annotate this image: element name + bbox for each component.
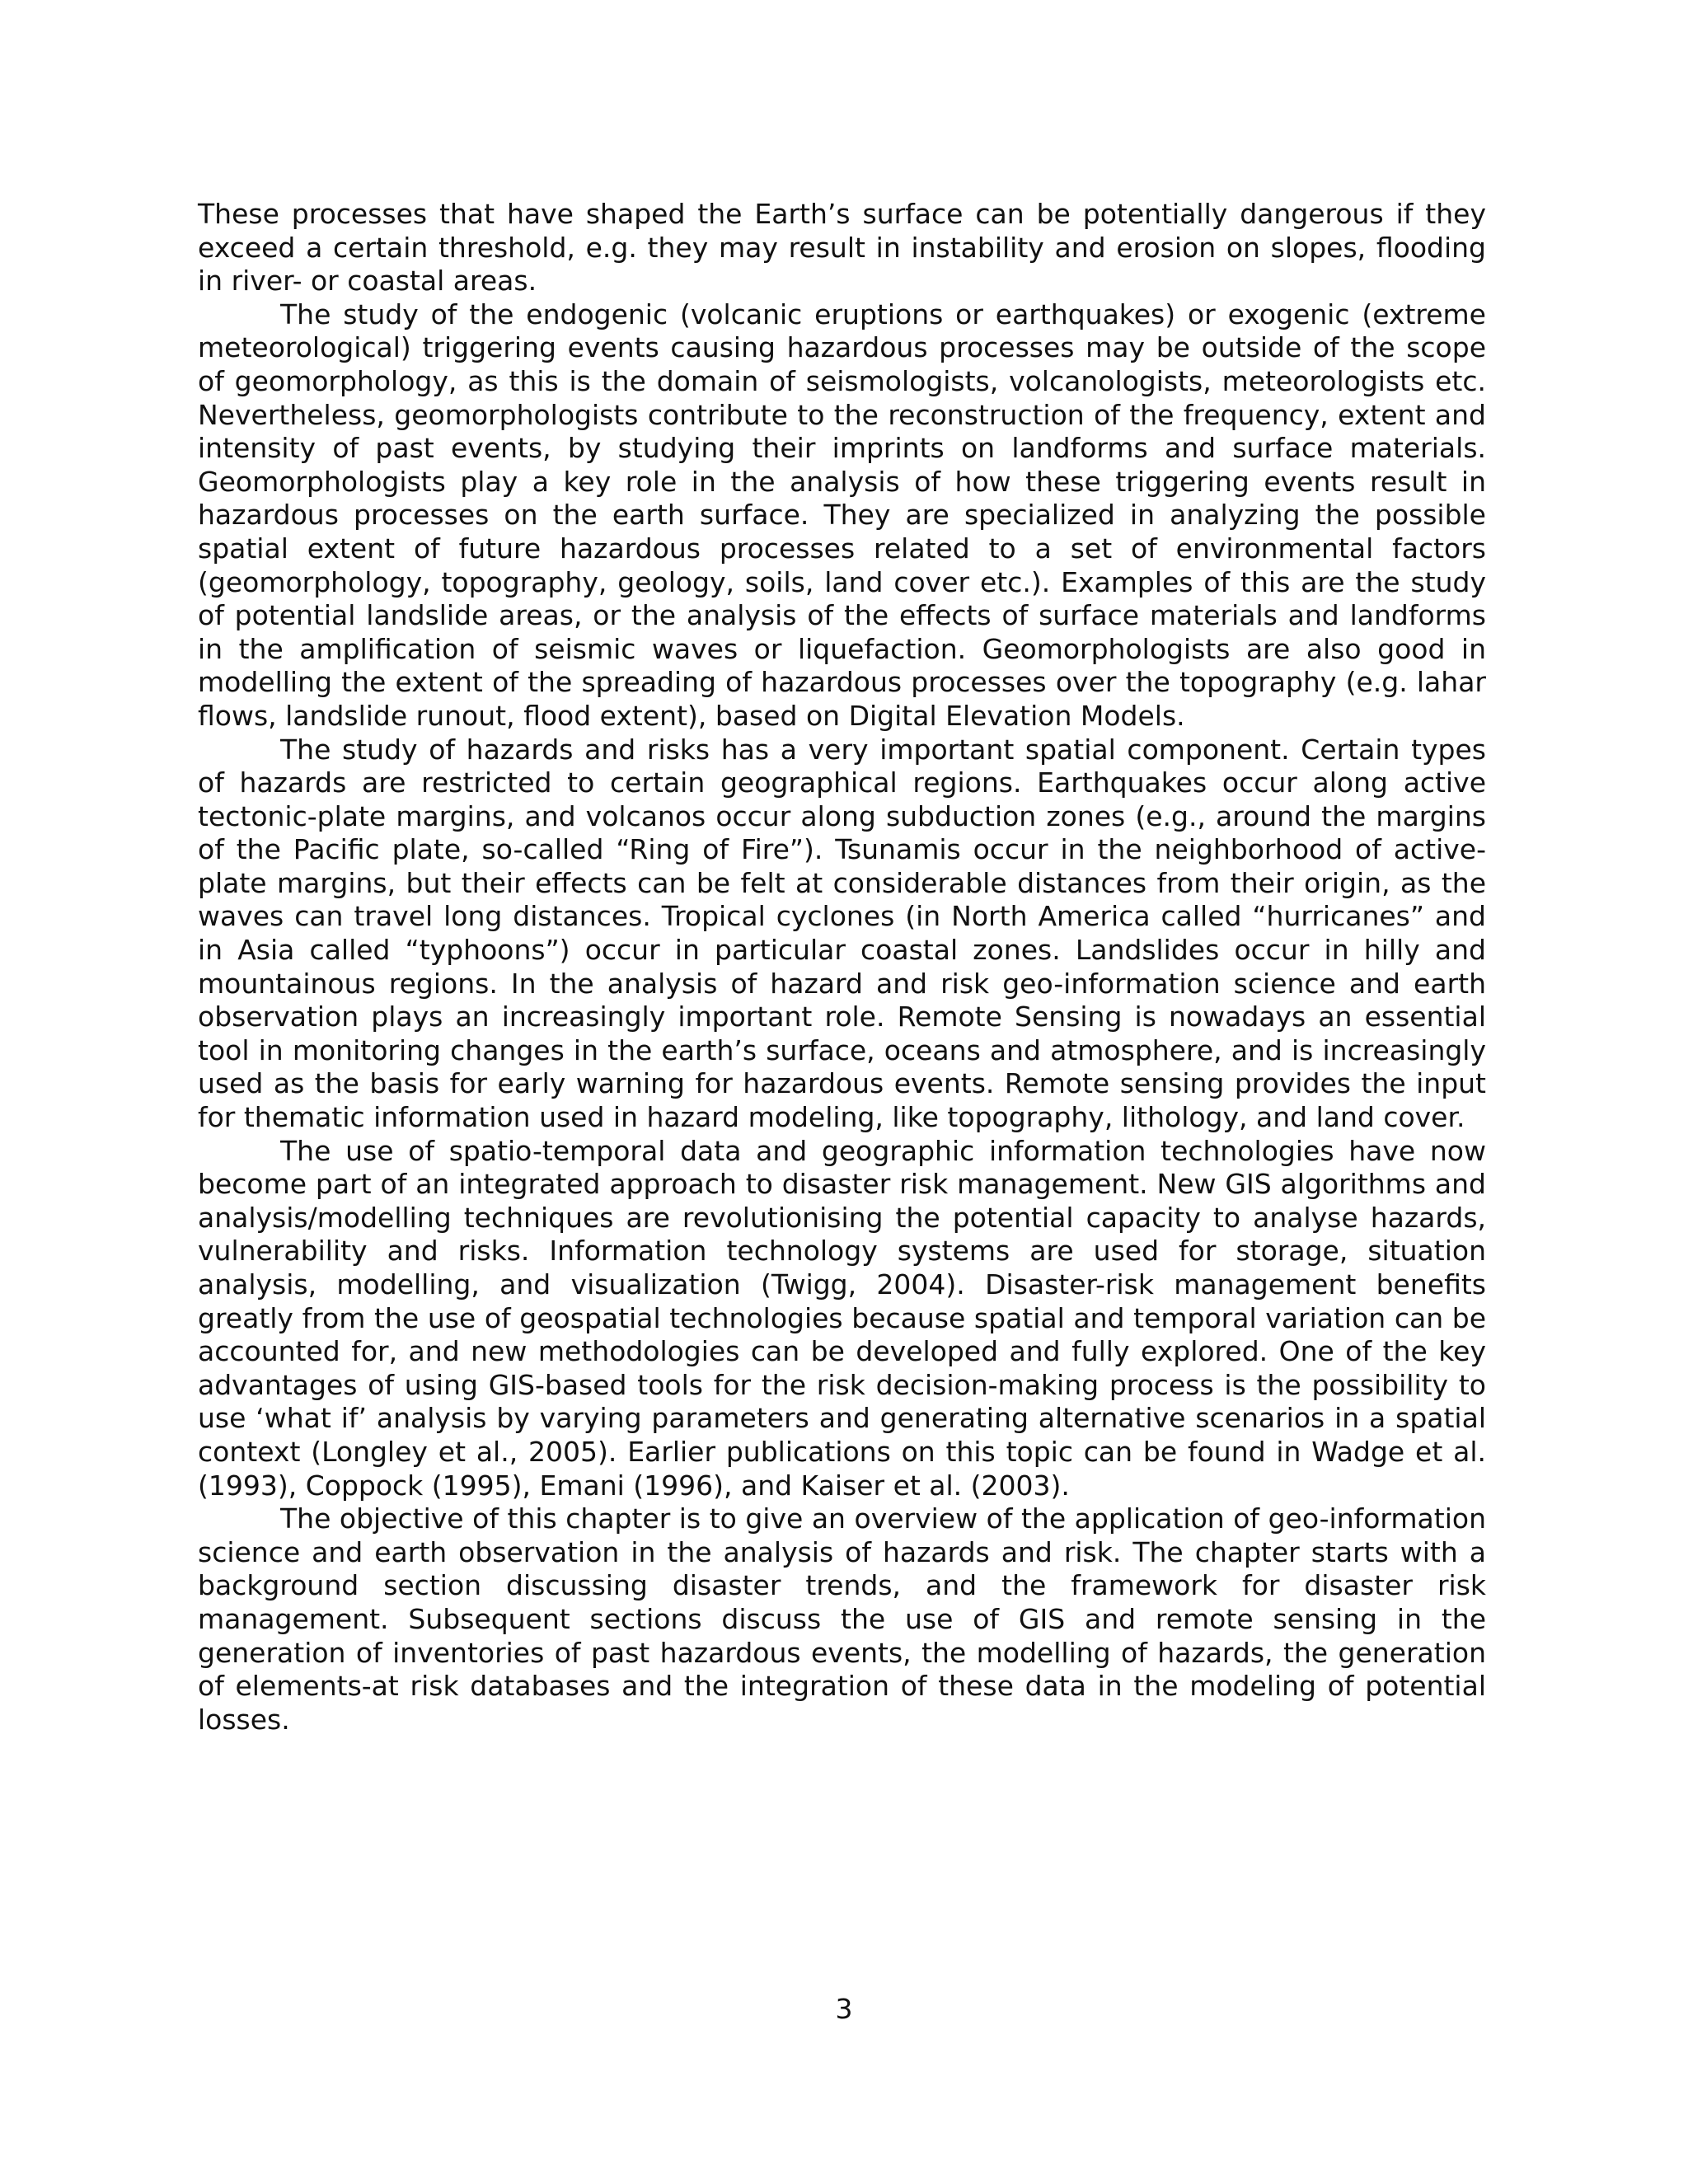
paragraph-3: The study of hazards and risks has a very important spatial component. Certain types of hazards are restricted to certain geographical regions. Earthquakes occur along active tectonic-plate margins, and volcanos occur along subduction zones (e.g., around the margins of the Pacific plate, so-called “Ring of Fire”). Tsunamis occur in the neighborhood of active-plate margins, but their effects can be felt at considerable distances from their origin, as the waves can travel long distances. Tropical cyclones (in North America called “hurricanes” and in Asia called “typhoons”) occur in particular coastal zones. Landslides occur in hilly and mountainous regions. In the analysis of hazard and risk geo-information science and earth observation plays an increasingly important role. Remote Sensing is nowadays an essential tool in monitoring changes in the earth’s surface, oceans and atmosphere, and is increasingly used as the basis for early warning for hazardous events. Remote sensing provides the input for thematic information used in hazard modeling, like topography, lithology, and land cover. [198, 733, 1486, 1134]
paragraph-2: The study of the endogenic (volcanic eruptions or earthquakes) or exogenic (extreme meteorological) triggering events causing hazardous processes may be outside of the scope of geomorphology, as this is the domain of seismologists, volcanologists, meteorologists etc. Nevertheless, geomorphologists contribute to the reconstruction of the frequency, extent and intensity of past events, by studying their imprints on landforms and surface materials. Geomorphologists play a key role in the analysis of how these triggering events result in hazardous processes on the earth surface. They are specialized in analyzing the possible spatial extent of future hazardous processes related to a set of environmental factors (geomorphology, topography, geology, soils, land cover etc.). Examples of this are the study of potential landslide areas, or the analysis of the effects of surface materials and landforms in the amplification of seismic waves or liquefaction. Geomorphologists are also good in modelling the extent of the spreading of hazardous processes over the topography (e.g. lahar flows, landslide runout, flood extent), based on Digital Elevation Models. [198, 298, 1486, 732]
page-number: 3 [835, 1993, 853, 2025]
body-text [198, 198, 1486, 1736]
paragraph-5: The objective of this chapter is to give an overview of the application of geo-information science and earth observation in the analysis of hazards and risk. The chapter starts with a background section discussing disaster trends, and the framework for disaster risk management. Subsequent sections discuss the use of GIS and remote sensing in the generation of inventories of past hazardous events, the modelling of hazards, the generation of elements-at risk databases and the integration of these data in the modeling of potential losses. [198, 1502, 1486, 1736]
paragraph-1: These processes that have shaped the Earth’s surface can be potentially dangerous if they exceed a certain threshold, e.g. they may result in instability and erosion on slopes, flooding in river- or coastal areas. [198, 198, 1486, 298]
paragraph-4: The use of spatio-temporal data and geographic information technologies have now become part of an integrated approach to disaster risk management. New GIS algorithms and analysis/modelling techniques are revolutionising the potential capacity to analyse hazards, vulnerability and risks. Information technology systems are used for storage, situation analysis, modelling, and visualization (Twigg, 2004). Disaster-risk management benefits greatly from the use of geospatial technologies because spatial and temporal variation can be accounted for, and new methodologies can be developed and fully explored. One of the key advantages of using GIS-based tools for the risk decision-making process is the possibility to use ‘what if’ analysis by varying parameters and generating alternative scenarios in a spatial context (Longley et al., 2005). Earlier publications on this topic can be found in Wadge et al. (1993), Coppock (1995), Emani (1996), and Kaiser et al. (2003). [198, 1134, 1486, 1502]
